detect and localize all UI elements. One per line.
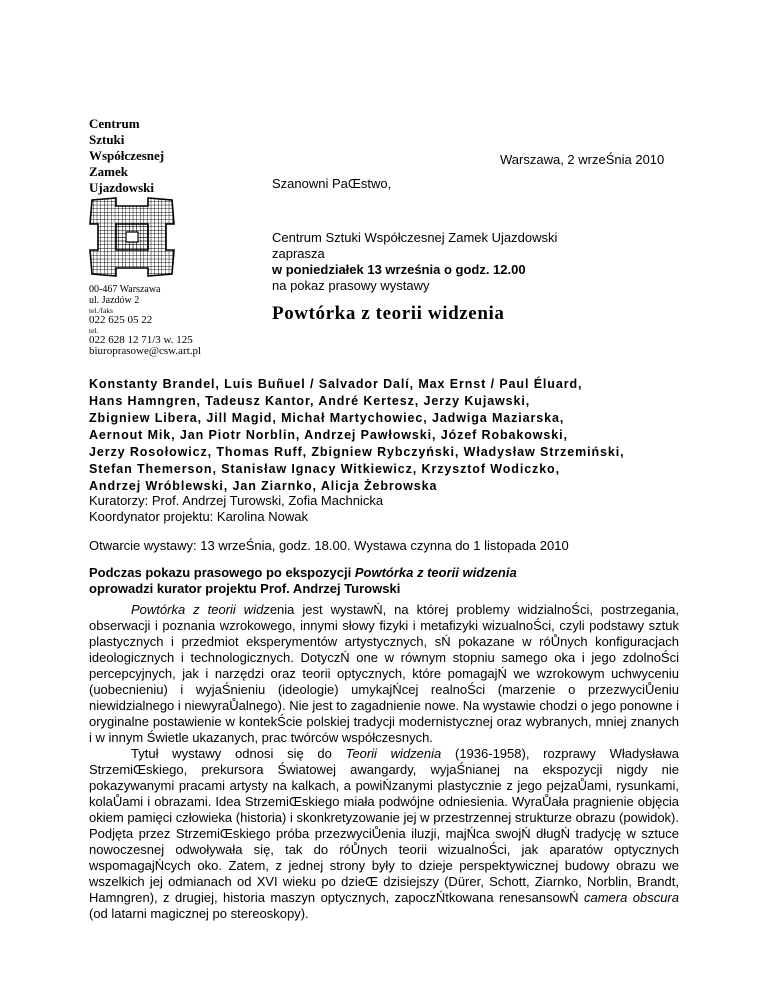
paragraph <box>89 746 679 922</box>
curators-block <box>89 493 383 525</box>
paragraph-italic: camera obscura <box>583 890 679 905</box>
logo-line: Sztuki <box>89 132 125 147</box>
logo-line: Zamek <box>89 164 128 179</box>
logo-line: Współczesnej <box>89 148 165 163</box>
press-line-title: Powtórka z teorii widzenia <box>354 565 517 580</box>
logo-line: Ujazdowski <box>89 180 155 195</box>
artists-line: Zbigniew Libera, Jill Magid, Michał Martychowiec, Jadwiga Maziarska, <box>89 411 565 425</box>
paragraph-italic: Powtórka z teorii widz <box>131 602 270 617</box>
coordinator-line: Koordynator projektu: Karolina Nowak <box>89 509 308 524</box>
email-link[interactable]: biuroprasowe@csw.art.pl <box>89 345 202 357</box>
letter-date: Warszawa, 2 wrzeŚnia 2010 <box>500 152 665 167</box>
exhibition-title: Powtórka z teorii widzenia <box>272 303 505 324</box>
press-line <box>89 565 517 581</box>
press-line-prefix: Podczas pokazu prasowego po ekspozycji <box>89 565 355 580</box>
invite-line: zaprasza <box>272 246 325 261</box>
invite-line: Centrum Sztuki Współczesnej Zamek Ujazdowski <box>272 230 558 245</box>
institution-address <box>89 284 249 357</box>
zamek-ujazdowski-grid-logo-icon <box>86 194 178 280</box>
address-postal: 00-467 Warszawa <box>89 284 161 295</box>
curators-line: Kuratorzy: Prof. Andrzej Turowski, Zofia Machnicka <box>89 493 384 508</box>
tel-number: 022 628 12 71/3 w. 125 <box>89 334 193 346</box>
artists-line: Konstanty Brandel, Luis Buñuel / Salvador Dalí, Max Ernst / Paul Éluard, <box>89 377 583 391</box>
salutation: Szanowni PaŒstwo, <box>272 176 392 191</box>
paragraph-italic: Teorii widzenia <box>345 746 442 761</box>
artists-line: Jerzy Rosołowicz, Thomas Ruff, Zbigniew Rybczyński, Władysław Strzemiński, <box>89 445 625 459</box>
paragraph-text: (1936-1958), rozprawy Władysława StrzemiŒskiego, prekursora Światowej awangardy, wyjaŚnianej na ekspozycji nigdy nie pokazywanymi pracami artysty na kalkach, a powiŃzanymi plastycznie z jego pejzaŮami, rysunkami, kolaŮami i obrazami. Idea StrzemiŒskiego miała podwójne odniesienia. WyraŮała pragnienie objęcia okiem pamięci człowieka (historia) i skonkretyzowanie jej w przestrzennej strukturze obrazu (powidok). Podjęta przez StrzemiŒskiego próba przezwyciŮenia iluzji, majŃca swojŃ długŃ tradycję w sztuce nowoczesnej odwoływała się, tak do róŮnych teorii wizualnoŚci, jak aparatów optycznych wspomagajŃcych oko. Zatem, z jednej strony były to dzieje perspektywicznej budowy obrazu we wszelkich jej odmianach od XVI wieku po dzieŒ dzisiejszy (Dürer, Schott, Ziarnko, Norblin, Brandt, Hamngren), z drugiej, historia maszyn optycznych, zapoczŃtkowana renesansowŃ <box>89 746 679 905</box>
invite-line: na pokaz prasowy wystawy <box>272 278 430 293</box>
press-tour-info <box>89 565 517 597</box>
artists-line: Hans Hamngren, Tadeusz Kantor, André Kertesz, Jerzy Kujawski, <box>89 394 531 408</box>
paragraph-text: Tytuł wystawy odnosi się do <box>131 746 346 761</box>
paragraph <box>89 602 679 746</box>
artists-line: Stefan Themerson, Stanisław Ignacy Witkiewicz, Krzysztof Wodiczko, <box>89 462 560 476</box>
paragraph-text: enia jest wystawŃ, na której problemy widzialnoŚci, postrzegania, obserwacji i poznania wzrokowego, innymi słowy fizyki i metafizyki wizualnoŚci, czyli podstawy sztuk plastycznych i przedmiot eksperymentów artystycznych, sŃ pokazane w róŮnych konfiguracjach ideologicznych i technologicznych. DotyczŃ one w równym stopniu samego oka i jego zdolnoŚci percepcyjnych, jak i narzędzi oraz teorii optycznych, które pomagajŃ we wzrokowym uchwyceniu (uobecnieniu) i wyjaŚnieniu (ideologie) umykajŃcej realnoŚci (marzenie o przezwyciŮeniu niewidzialnego i niewyraŮalnego). Nie jest to zagadnienie nowe. Na wystawie chodzi o jego ponowne i oryginalne postawienie w kontekŚcie polskiej tradycji modernistycznej oraz wybranych, mniej znanych i w innym Świetle ukazanych, prac twórców współczesnych. <box>89 602 679 745</box>
body-text <box>89 602 679 922</box>
invitation-block <box>272 230 692 294</box>
artists-list <box>89 376 689 495</box>
fax-number: 022 625 05 22 <box>89 314 153 326</box>
institution-logo-text <box>89 116 209 196</box>
invite-datetime: w poniedziałek 13 września o godz. 12.00 <box>272 262 526 277</box>
opening-info: Otwarcie wystawy: 13 wrzeŚnia, godz. 18.00. Wystawa czynna do 1 listopada 2010 <box>89 538 569 553</box>
artists-line: Aernout Mik, Jan Piotr Norblin, Andrzej Pawłowski, Józef Robakowski, <box>89 428 568 442</box>
address-street: ul. Jazdów 2 <box>89 295 140 306</box>
artists-line: Andrzej Wróblewski, Jan Ziarnko, Alicja Żebrowska <box>89 479 438 493</box>
fax-label: tel./faks <box>89 306 113 315</box>
press-line: oprowadzi kurator projektu Prof. Andrzej Turowski <box>89 581 401 596</box>
logo-line: Centrum <box>89 116 140 131</box>
tel-label: tel. <box>89 326 99 335</box>
paragraph-text: (od latarni magicznej po stereoskopy). <box>89 906 309 921</box>
